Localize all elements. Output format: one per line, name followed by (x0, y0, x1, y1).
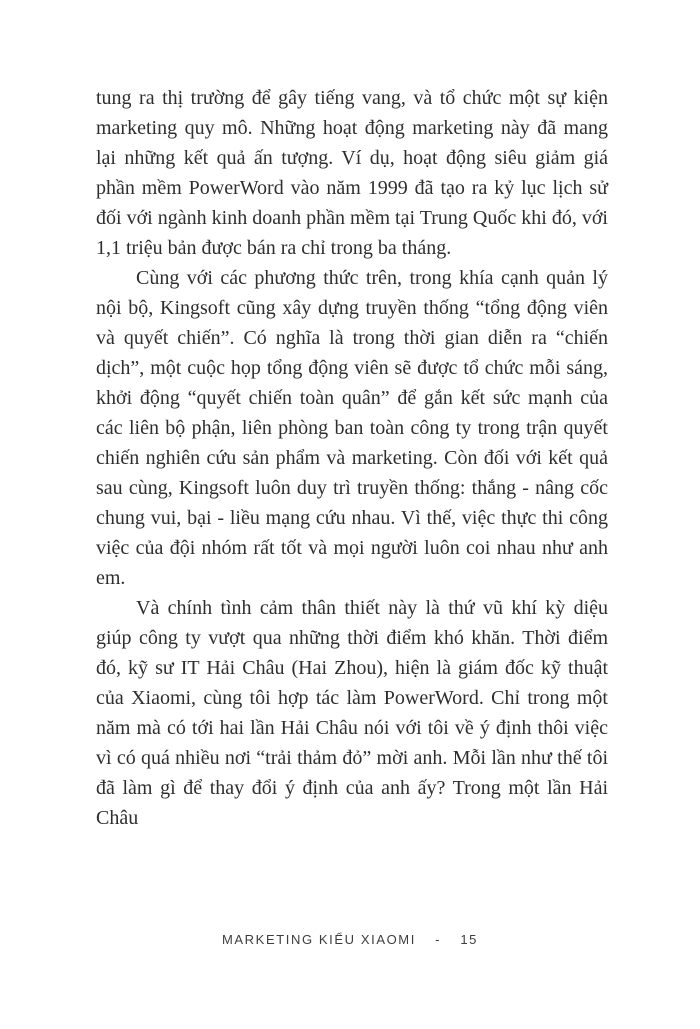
footer-book-title: MARKETING KIỂU XIAOMI (221, 932, 416, 947)
paragraph: Cùng với các phương thức trên, trong khía cạnh quản lý nội bộ, Kingsoft cũng xây dựng truyền thống “tổng động viên và quyết chiến”. Có nghĩa là trong thời gian diễn ra “chiến dịch”, một cuộc họp tổng động viên sẽ được tổ chức mỗi sáng, khởi động “quyết chiến toàn quân” để gắn kết sức mạnh của các liên bộ phận, liên phòng ban toàn công ty trong trận quyết chiến nghiên cứu sản phẩm và marketing. Còn đối với kết quả sau cùng, Kingsoft luôn duy trì truyền thống: thắng - nâng cốc chung vui, bại - liều mạng cứu nhau. Vì thế, việc thực thi công việc của đội nhóm rất tốt và mọi người luôn coi nhau như anh em. (96, 267, 608, 589)
footer-page-number: 15 (460, 932, 478, 947)
paragraph: tung ra thị trường để gây tiếng vang, và tổ chức một sự kiện marketing quy mô. Những hoạt động marketing này đã mang lại những kết quả ấn tượng. Ví dụ, hoạt động siêu giảm giá phần mềm PowerWord vào năm 1999 đã tạo ra kỷ lục lịch sử đối với ngành kinh doanh phần mềm tại Trung Quốc khi đó, với 1,1 triệu bản được bán ra chỉ trong ba tháng. (96, 87, 608, 259)
page-footer (0, 932, 700, 947)
footer-separator: - (435, 932, 442, 947)
page-text (96, 83, 608, 833)
paragraph: Và chính tình cảm thân thiết này là thứ vũ khí kỳ diệu giúp công ty vượt qua những thời điểm khó khăn. Thời điểm đó, kỹ sư IT Hải Châu (Hai Zhou), hiện là giám đốc kỹ thuật của Xiaomi, cùng tôi hợp tác làm PowerWord. Chỉ trong một năm mà có tới hai lần Hải Châu nói với tôi về ý định thôi việc vì có quá nhiều nơi “trải thảm đỏ” mời anh. Mỗi lần như thế tôi đã làm gì để thay đổi ý định của anh ấy? Trong một lần Hải Châu (96, 597, 608, 829)
